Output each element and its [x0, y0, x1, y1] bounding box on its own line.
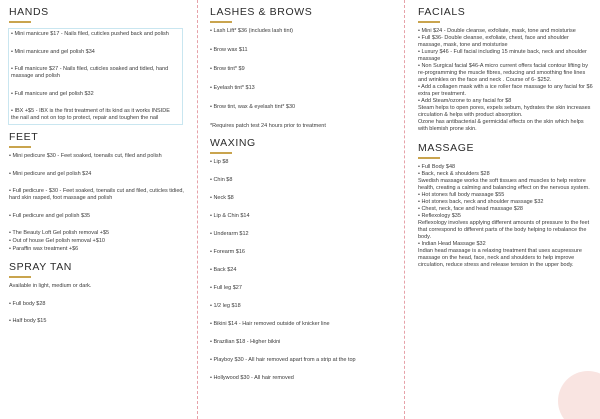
waxing-item: • Back $24 [210, 267, 237, 273]
hands-item: • IBX +$5 - IBX is the first treatment of its kind as it works INSIDE the nail and not on top to protect, repair and toughen the nail [11, 108, 170, 121]
facials-list [418, 28, 594, 133]
spray-tan-item: • Full body $28 [9, 300, 46, 307]
feet-item: • Full pedicure and gel polish $35 [9, 212, 91, 219]
lashes-brows-item: • Lash Lift* $36 (includes lash tint) [210, 28, 293, 34]
massage-list [418, 164, 594, 269]
facials-item: • Mini $24 - Double cleanse, exfoliate, mask, tone and moisturise [418, 28, 576, 34]
facials-heading: FACIALS [418, 6, 466, 18]
waxing-item: • Bikini $14 - Hair removed outside of knicker line [210, 321, 330, 327]
patch-test-note: *Requires patch test 24 hours prior to treatment [210, 123, 326, 129]
massage-item: • Hot stones back, neck and shoulder massage $32 [418, 199, 544, 205]
facials-item: • Add a collagen mask with a ice roller face massage to any facial for $6 extra per treatment. [418, 84, 593, 97]
facials-item: • Luxury $46 - Full facial including 15 minute back, neck and shoulder massage [418, 49, 587, 62]
column-divider [404, 0, 405, 419]
facials-item: • Full $36- Double cleanse, exfoliate, chest, face and shoulder massage, mask, tone and moisturise [418, 35, 569, 48]
massage-heading-rule [418, 157, 440, 159]
hands-item: • Full manicure and gel polish $32 [11, 90, 94, 97]
massage-item: Indian head massage is a relaxing treatment that uses acupressure massage on the head, face, neck and shoulders to help improve circulation, reduce stress and release tension in the upper body. [418, 248, 582, 268]
waxing-item: • Brazilian $18 - Higher bikini [210, 339, 281, 345]
massage-item: • Indian Head Massage $32 [418, 241, 486, 247]
hands-list [8, 28, 183, 125]
feet-heading: FEET [9, 131, 39, 143]
facials-item: Ozone has antibacterial & germicidal effects on the skin which helps with blemish prone skin. [418, 119, 584, 132]
waxing-heading-rule [210, 152, 232, 154]
waxing-item: • Lip $8 [210, 159, 229, 165]
waxing-heading: WAXING [210, 137, 256, 149]
waxing-item: • Neck $8 [210, 195, 234, 201]
waxing-item: • Underarm $12 [210, 231, 249, 237]
column-divider [197, 0, 198, 419]
feet-heading-rule [9, 146, 31, 148]
left-column [0, 0, 194, 419]
feet-item: • Mini pedicure and gel polish $24 [9, 170, 92, 177]
massage-item: • Hot stones full body massage $55 [418, 192, 505, 198]
hands-heading-rule [9, 21, 31, 23]
massage-item: Reflexology involves applying different amounts of pressure to the feet that correspond to different parts of the body helping to rebalance the body. [418, 220, 590, 240]
spray-tan-heading: SPRAY TAN [9, 261, 72, 273]
hands-heading: HANDS [9, 6, 49, 18]
waxing-item: • Hollywood $30 - All hair removed [210, 375, 294, 381]
right-column [409, 0, 600, 419]
feet-item: • Out of house Gel polish removal +$10 [9, 238, 105, 244]
waxing-item: • Chin $8 [210, 177, 233, 183]
massage-item: Swedish massage works the soft tissues and muscles to help restore health, creating a calming and balancing effect on the nervous system. [418, 178, 590, 191]
feet-item: • Full pedicure - $30 - Feet soaked, toenails cut and filed, cuticles tidied, hard skin rasped, foot massage and polish [9, 188, 184, 201]
spray-tan-heading-rule [9, 276, 31, 278]
decorative-blush-circle [558, 371, 600, 419]
massage-item: • Reflexology $35 [418, 213, 461, 219]
lashes-brows-heading: LASHES & BROWS [210, 6, 313, 18]
waxing-item: • Forearm $16 [210, 249, 245, 255]
waxing-item: • 1/2 leg $18 [210, 303, 241, 309]
feet-list [9, 153, 188, 253]
facials-item: • Add Steam/ozone to any facial for $8 [418, 98, 512, 104]
hands-item: • Mini manicure $17 - Nails filed, cuticles pushed back and polish [11, 31, 169, 37]
facials-item: Steam helps to open pores, expels sebum, hydrates the skin increases circulation & helps with product absorption. [418, 105, 591, 118]
massage-item: • Back, neck & shoulders $28 [418, 171, 490, 177]
waxing-item: • Playboy $30 - All hair removed apart from a strip at the top [210, 357, 356, 363]
feet-item: • Mini pedicure $30 - Feet soaked, toenails cut, filed and polish [9, 153, 162, 159]
waxing-item: • Lip & Chin $14 [210, 213, 250, 219]
massage-item: • Full Body $48 [418, 164, 456, 170]
massage-heading: MASSAGE [418, 142, 475, 154]
spray-tan-item: • Half body $15 [9, 318, 47, 324]
lashes-brows-item: • Brow tint* $9 [210, 66, 245, 72]
lashes-brows-heading-rule [210, 21, 232, 23]
lashes-brows-item: • Brow tint, wax & eyelash tint* $30 [210, 104, 296, 110]
feet-item: • Paraffin wax treatment +$6 [9, 246, 79, 252]
facials-item: • Non Surgical facial $46-A micro current offers facial contour lifting by re-programming the muscle fibres, reducing and smoothing fine lines and wrinkles on the face and neck . Course of 6- $252. [418, 63, 588, 83]
massage-item: • Chest, neck, face and head massage $28 [418, 206, 523, 212]
lashes-brows-item: • Brow wax $11 [210, 47, 248, 53]
feet-item: • The Beauty Loft Gel polish removal +$5 [9, 230, 110, 236]
hands-item: • Full manicure $27 - Nails filed, cuticles soaked and tidied, hand massage and polish [11, 66, 169, 79]
lashes-brows-item: • Eyelash tint* $13 [210, 85, 255, 91]
hands-item: • Mini manicure and gel polish $34 [11, 48, 95, 55]
middle-column [201, 0, 400, 419]
spray-tan-intro: Available in light, medium or dark. [9, 283, 92, 289]
facials-heading-rule [418, 21, 440, 23]
waxing-list [210, 159, 394, 382]
waxing-item: • Full leg $27 [210, 285, 242, 291]
lashes-brows-list [210, 28, 394, 130]
